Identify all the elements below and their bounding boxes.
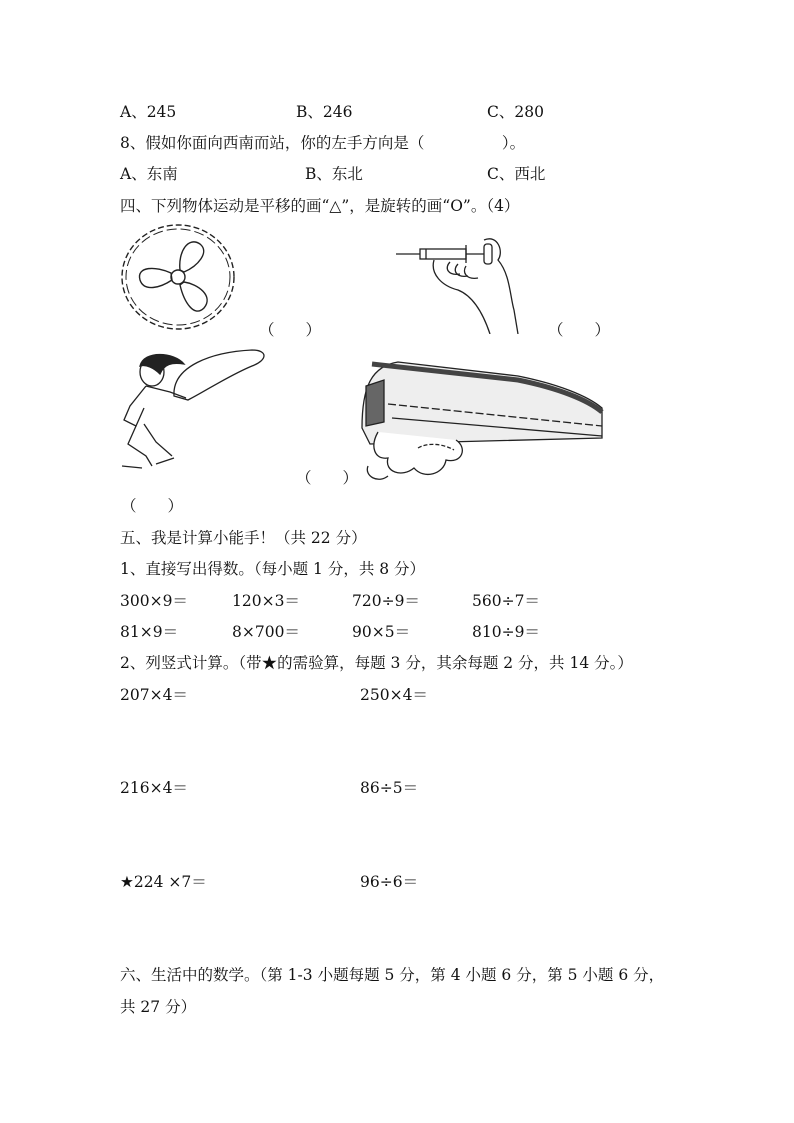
syringe-answer-blank[interactable]: （ ） (548, 321, 611, 339)
oral-calc-4: 560÷7＝ (472, 592, 540, 610)
section4-title: 四、下列物体运动是平移的画“△”，是旋转的画“O”。（4） (120, 197, 520, 215)
train-illustration (358, 356, 604, 486)
q8-option-c: C、西北 (487, 165, 546, 183)
section5-title: 五、我是计算小能手！（共 22 分） (120, 529, 367, 547)
vertical-calc-4: 86÷5＝ (360, 779, 419, 797)
oral-calc-1: 300×9＝ (120, 592, 188, 610)
q7-option-c: C、280 (487, 103, 544, 121)
vertical-calc-6: 96÷6＝ (360, 873, 419, 891)
q8-option-a: A、东南 (120, 165, 178, 183)
vertical-calc-1: 207×4＝ (120, 686, 188, 704)
vertical-calc-2: 250×4＝ (360, 686, 428, 704)
oral-calc-8: 810÷9＝ (472, 623, 540, 641)
vertical-calc-5: ★224 ×7＝ (120, 873, 207, 891)
boy-kite-illustration (112, 346, 268, 472)
oral-calc-7: 90×5＝ (352, 623, 411, 641)
q8-stem: 8、假如你面向西南而站，你的左手方向是（ ）。 (120, 134, 526, 152)
fan-illustration (118, 222, 240, 334)
section5-part1-title: 1、直接写出得数。（每小题 1 分，共 8 分） (120, 560, 426, 578)
syringe-hand-illustration (394, 234, 522, 334)
q8-option-b: B、东北 (305, 165, 363, 183)
q7-option-b: B、246 (296, 103, 353, 121)
train-answer-blank[interactable]: （ ） (121, 497, 184, 515)
section6-title-line2: 共 27 分） (120, 998, 197, 1016)
oral-calc-2: 120×3＝ (232, 592, 300, 610)
fan-answer-blank[interactable]: （ ） (259, 321, 322, 339)
section6-title-line1: 六、生活中的数学。（第 1-3 小题每题 5 分，第 4 小题 6 分，第 5 小题 6 分， (120, 966, 665, 984)
oral-calc-6: 8×700＝ (232, 623, 300, 641)
oral-calc-5: 81×9＝ (120, 623, 179, 641)
section5-part2-title: 2、列竖式计算。（带★的需验算，每题 3 分，其余每题 2 分，共 14 分。） (120, 654, 633, 672)
boy-answer-blank[interactable]: （ ） (296, 469, 359, 487)
q7-option-a: A、245 (120, 103, 177, 121)
vertical-calc-3: 216×4＝ (120, 779, 188, 797)
oral-calc-3: 720÷9＝ (352, 592, 420, 610)
